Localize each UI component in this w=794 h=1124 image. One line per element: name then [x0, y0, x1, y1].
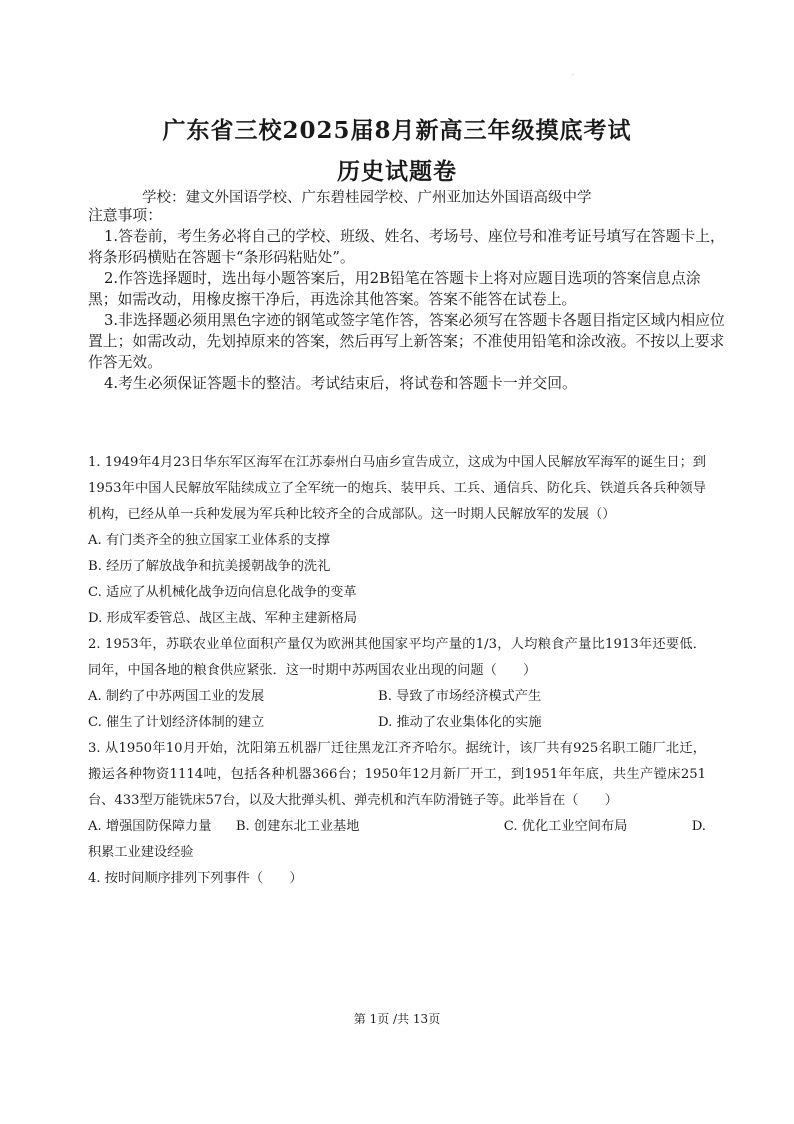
question-3-stem: 3. 从1950年10月开始，沈阳第五机器厂迁往黑龙江齐齐哈尔。据统计，该厂共有925名职工随厂北迁，搬运各种物资1114吨，包括各种机器366台；1950年12月新厂开工，到1951年年底，共生产镗床251台、433型万能铣床57台，以及大批弹头机、弹壳机和汽车防滑链子等。此举旨在（ ）: [88, 741, 706, 808]
notice-item-3: 3.非选择题必须用黑色字迹的钢笔或签字笔作答，答案必须写在答题卡各题目指定区域内相应位置上；如需改动，先划掉原来的答案，然后再写上新答案；不准使用铅笔和涂改液。不按以上要求作答无效。: [88, 312, 725, 371]
question-list: [88, 450, 706, 892]
exam-subtitle: 历史试题卷: [337, 158, 457, 185]
question-2-option-a: A. 制约了中苏两国工业的发展: [88, 689, 265, 704]
question-2-stem: 2. 1953年，苏联农业单位面积产量仅为欧洲其他国家平均产量的1/3，人均粮食产量比1913年还要低．同年，中国各地的粮食供应紧张．这一时期中苏两国农业出现的问题（ ）: [88, 637, 706, 678]
question-2-option-b: B. 导致了市场经济模式产生: [378, 689, 542, 704]
question-3-option-b: B. 创建东北工业基地: [235, 819, 360, 834]
question-3-option-c: C. 优化工业空间布局: [503, 819, 628, 834]
question-3-option-d-label: D.: [691, 819, 706, 834]
question-1-option-a: A. 有门类齐全的独立国家工业体系的支撑: [88, 533, 331, 548]
question-1-stem: 1. 1949年4月23日华东军区海军在江苏泰州白马庙乡宣告成立，这成为中国人民解放军海军的诞生日；到1953年中国人民解放军陆续成立了全军统一的炮兵、装甲兵、工兵、通信兵、防化兵、铁道兵各兵种领导机构，已经从单一兵种发展为军兵种比较齐全的合成部队。这一时期人民解放军的发展（）: [88, 455, 706, 522]
question-3-option-a: A. 增强国防保障力量: [88, 819, 212, 834]
question-1-option-d: D. 形成军委管总、战区主战、军种主建新格局: [88, 611, 358, 626]
notice-item-1: 1.答卷前，考生务必将自己的学校、班级、姓名、考场号、座位号和准考证号填写在答题卡上，将条形码横贴在答题卡“条形码粘贴处”。: [88, 228, 725, 266]
exam-title: 广东省三校2025届8月新高三年级摸底考试: [162, 117, 632, 144]
question-2-option-d: D. 推动了农业集体化的实施: [378, 715, 542, 730]
school-list: 学校：建文外国语学校、广东碧桂园学校、广州亚加达外国语高级中学: [142, 190, 592, 206]
notice-item-2: 2.作答选择题时，选出每小题答案后，用2B铅笔在答题卡上将对应题目选项的答案信息点涂黑；如需改动，用橡皮擦干净后，再选涂其他答案。答案不能答在试卷上。: [88, 270, 701, 308]
question-2-options-row-1: [88, 684, 706, 710]
question-3-options-row: [88, 814, 706, 840]
notice-section: [88, 205, 728, 394]
question-2-option-c: C. 催生了计划经济体制的建立: [88, 715, 265, 730]
notice-item-4: 4.考生必须保证答题卡的整洁。考试结束后，将试卷和答题卡一并交回。: [104, 375, 577, 392]
question-1-option-b: B. 经历了解放战争和抗美援朝战争的洗礼: [88, 559, 331, 574]
page-number: 第 1页 /共 13页: [353, 1012, 441, 1026]
question-1-option-c: C. 适应了从机械化战争迈向信息化战争的变革: [88, 585, 357, 600]
question-2-options-row-2: [88, 710, 706, 736]
corner-mark: ·: [572, 72, 574, 79]
question-3-option-d-text: 积累工业建设经验: [88, 845, 194, 860]
notice-heading: 注意事项：: [88, 207, 162, 224]
question-4-stem: 4. 按时间顺序排列下列事件（ ）: [88, 871, 303, 886]
